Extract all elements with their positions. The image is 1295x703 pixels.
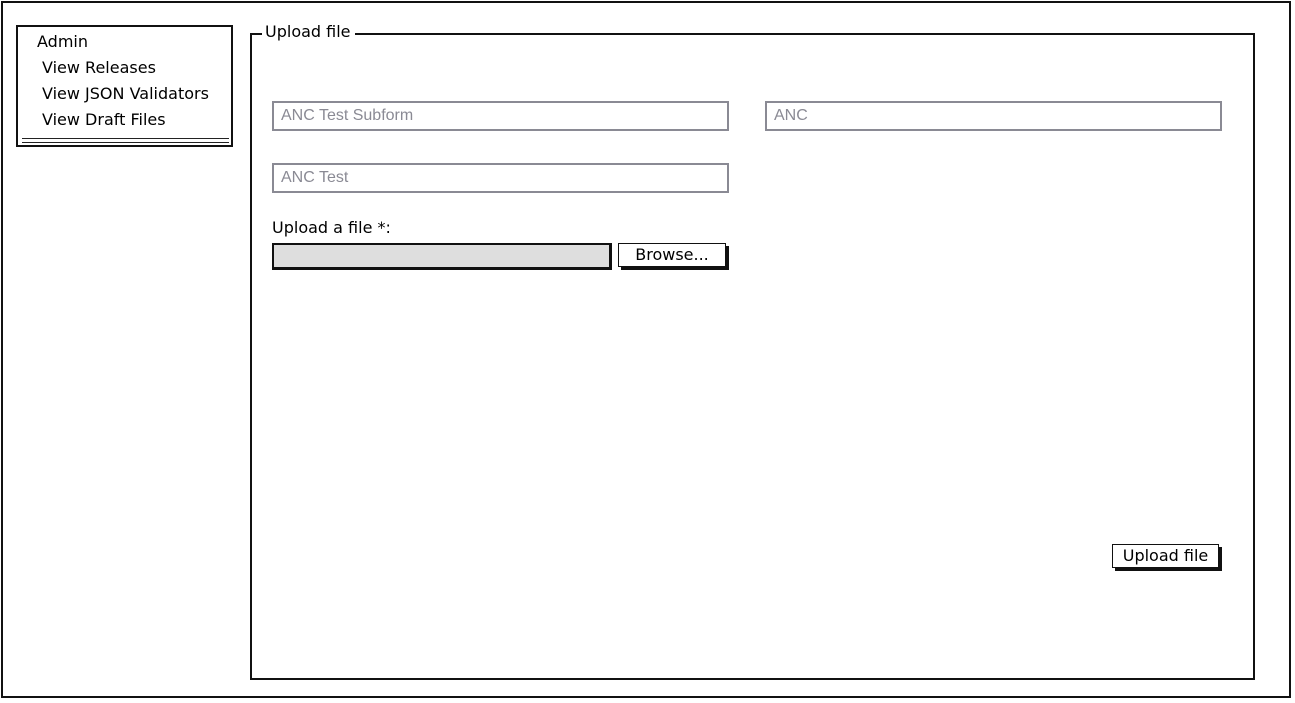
sidebar-item-view-draft-files[interactable]: View Draft Files [42, 110, 166, 129]
upload-file-label: Upload a file *: [272, 218, 391, 237]
file-path-input[interactable] [272, 243, 612, 270]
admin-sidebar [16, 25, 233, 147]
browse-button[interactable]: Browse... [618, 243, 726, 267]
form-name-input[interactable]: ANC Test [272, 163, 729, 193]
subform-name-input[interactable]: ANC Test Subform [272, 101, 729, 131]
sidebar-divider [22, 138, 229, 139]
sidebar-item-view-releases[interactable]: View Releases [42, 58, 156, 77]
sidebar-divider [22, 142, 229, 143]
sidebar-title: Admin [37, 32, 88, 51]
short-code-input[interactable]: ANC [765, 101, 1222, 131]
sidebar-item-view-json-validators[interactable]: View JSON Validators [42, 84, 209, 103]
fieldset-legend: Upload file [262, 22, 355, 42]
upload-file-button[interactable]: Upload file [1112, 544, 1219, 568]
